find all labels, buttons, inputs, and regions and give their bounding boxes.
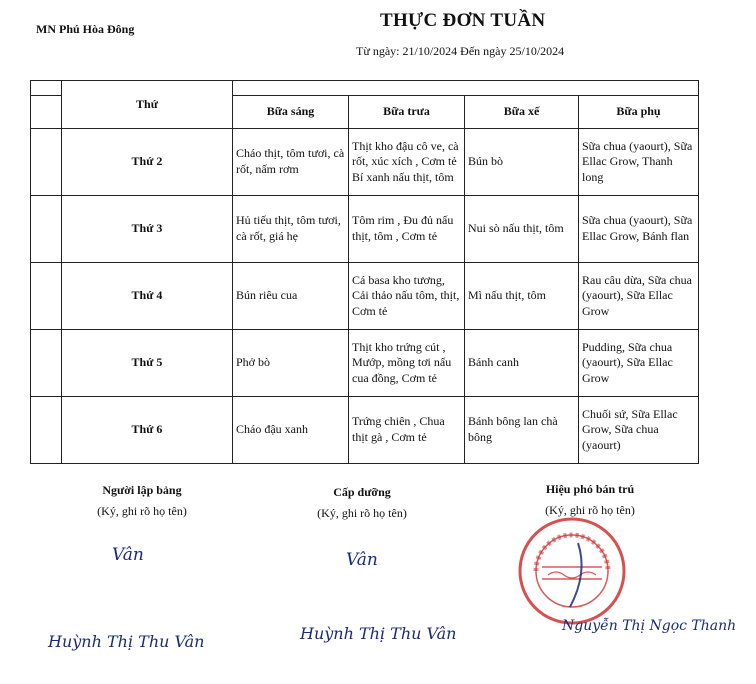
stub-cell [31,81,62,96]
cook-role: Cấp dưỡng [333,485,391,499]
day-cell: Thứ 5 [62,330,233,397]
snack-cell: Rau câu dừa, Sữa chua (yaourt), Sữa Ellac Grow [579,263,699,330]
breakfast-cell: Phở bò [233,330,349,397]
snack-cell: Sữa chua (yaourt), Sữa Ellac Grow, Bánh flan [579,196,699,263]
day-cell: Thứ 2 [62,129,233,196]
column-header-breakfast: Bữa sáng [233,96,349,129]
stub-cell [31,129,62,196]
afternoon-cell: Bún bò [465,129,579,196]
lunch-cell: Cá basa kho tương, Cải thảo nấu tôm, thịt, Cơm tẻ [349,263,465,330]
stub-cell [31,96,62,129]
afternoon-cell: Mì nấu thịt, tôm [465,263,579,330]
stub-cell [31,263,62,330]
breakfast-cell: Bún riêu cua [233,263,349,330]
afternoon-cell: Bánh canh [465,330,579,397]
date-range: Từ ngày: 21/10/2024 Đến ngày 25/10/2024 [356,44,565,58]
school-name: MN Phú Hòa Đông [36,22,135,36]
preparer-role: Người lập bảng [102,483,182,497]
table-row [31,129,699,196]
afternoon-cell: Nui sò nấu thịt, tôm [465,196,579,263]
breakfast-cell: Cháo đậu xanh [233,397,349,464]
lunch-cell: Tôm rim , Đu đủ nấu thịt, tôm , Cơm tẻ [349,196,465,263]
snack-cell: Chuối sứ, Sữa Ellac Grow, Sữa chua (yaourt) [579,397,699,464]
column-header-snack: Bữa phụ [579,96,699,129]
cook-signature-initials: Vân [346,550,378,570]
table-row [31,397,699,464]
menu-table [30,80,699,464]
page-title: THỰC ĐƠN TUẦN [380,10,546,31]
table-top-strip [31,81,699,96]
breakfast-cell: Hủ tiếu thịt, tôm tươi, cà rốt, giá hẹ [233,196,349,263]
snack-cell: Pudding, Sữa chua (yaourt), Sữa Ellac Grow [579,330,699,397]
day-cell: Thứ 3 [62,196,233,263]
table-row [31,330,699,397]
day-cell: Thứ 6 [62,397,233,464]
cook-signature-name: Huỳnh Thị Thu Vân [300,624,457,643]
lunch-cell: Trứng chiên , Chua thịt gà , Cơm tẻ [349,397,465,464]
lunch-cell: Thịt kho đậu cô ve, cà rốt, xúc xích , Cơm tẻ Bí xanh nấu thịt, tôm [349,129,465,196]
stub-cell [31,330,62,397]
stub-cell [31,196,62,263]
snack-cell: Sữa chua (yaourt), Sữa Ellac Grow, Thanh long [579,129,699,196]
lunch-cell: Thịt kho trứng cút , Mướp, mồng tơi nấu cua đồng, Cơm tẻ [349,330,465,397]
day-cell: Thứ 4 [62,263,233,330]
column-header-lunch: Bữa trưa [349,96,465,129]
stub-cell [31,397,62,464]
afternoon-cell: Bánh bông lan chà bông [465,397,579,464]
signature-block-cook [282,485,442,521]
breakfast-cell: Cháo thịt, tôm tươi, cà rốt, nấm rơm [233,129,349,196]
column-header-afternoon: Bữa xế [465,96,579,129]
signature-block-vice-principal [500,482,680,518]
school-stamp [516,515,628,627]
signature-block-preparer [62,483,222,519]
vice-principal-role: Hiệu phó bán trú [545,482,635,496]
preparer-note: (Ký, ghi rõ họ tên) [97,504,187,518]
preparer-signature-name: Huỳnh Thị Thu Vân [48,632,205,651]
vice-principal-note: (Ký, ghi rõ họ tên) [545,503,635,517]
table-row [31,196,699,263]
cook-note: (Ký, ghi rõ họ tên) [317,506,407,520]
vice-principal-signature-name: Nguyễn Thị Ngọc Thanh [562,618,737,634]
strip-cell [233,81,699,96]
preparer-signature-initials: Vân [112,545,144,565]
day-column-header: Thứ [62,81,233,129]
table-row [31,263,699,330]
